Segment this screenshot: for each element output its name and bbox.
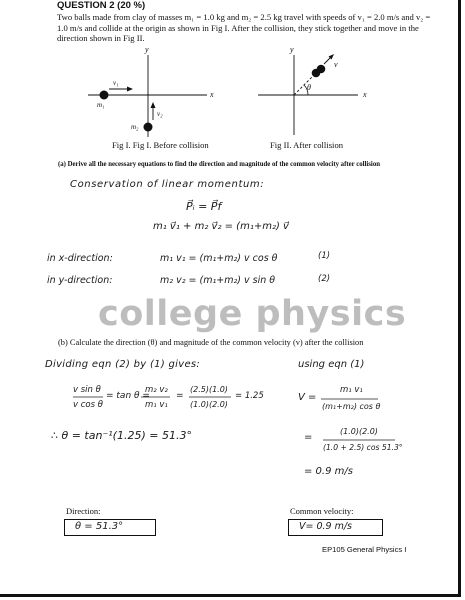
fig2-caption: Fig II. After collision [270, 140, 344, 150]
direction-answer-box [64, 519, 156, 536]
part-a-question: (a) Derive all the necessary equations to find the direction and magnitude of the common velocity after collision [58, 161, 381, 168]
frac1-den: v cos θ [73, 400, 103, 410]
fig1-caption: Fig I. Fig I. Before collision [112, 140, 209, 150]
tan-mid: = tan θ = [106, 391, 150, 401]
frac2-num: m₂ v₂ [145, 385, 168, 395]
watermark: college physics [98, 294, 407, 334]
fig2-arrow-v [324, 57, 331, 64]
part-a-heading: Conservation of linear momentum: [70, 179, 265, 190]
fig1-label-v1: v₁ [113, 79, 119, 87]
fig1-arrowhead-v1 [127, 87, 133, 92]
vfrac2-num: (1.0)(2.0) [340, 427, 378, 436]
fig1-arrowhead-v2 [151, 102, 156, 108]
fig1-label-m2: m₂ [131, 123, 139, 131]
vfrac1-den: (m₁+m₂) cos θ [322, 402, 381, 411]
fig2-label-theta: θ [307, 83, 311, 92]
v-result: = 0.9 m/s [304, 466, 353, 477]
fig1-ball-m1 [100, 91, 109, 100]
frac3-den: (1.0)(2.0) [190, 400, 228, 409]
part-a-ydir-eq: m₂ v₂ = (m₁+m₂) v sin θ [160, 275, 276, 286]
fig1-label-x: x [210, 90, 214, 99]
part-a-xdir-label: in x-direction: [47, 253, 113, 264]
fig1-ball-m2 [144, 123, 153, 132]
vfrac1-num: m₁ v₁ [340, 385, 363, 395]
question-text: Two balls made from clay of masses m₁ = 1.0 kg and m₂ = 2.5 kg travel with speeds of v₁ = 2.0 m/s and v₂ = 1.0 m/s and collide at the origin as shown in Fig I. After the collision, they stick together and move in the direction shown in Fig II. [57, 12, 431, 44]
v-eq-sign: = [304, 432, 313, 443]
part-a-ydir-label: in y-direction: [47, 275, 113, 286]
fig1-label-m1: m₁ [97, 101, 105, 109]
theta-line: ∴ θ = tan⁻¹(1.25) = 51.3° [51, 429, 192, 442]
part-a-eq2: m₁ v⃗₁ + m₂ v⃗₂ = (m₁+m₂) v⃗ [153, 221, 289, 232]
fig2-ball-b [317, 65, 326, 74]
v-eq: V = [298, 392, 317, 403]
vfrac2-den: (1.0 + 2.5) cos 51.3° [323, 443, 403, 452]
direction-answer: θ = 51.3° [75, 521, 124, 532]
frac2-den: m₁ v₁ [145, 400, 168, 410]
part-a-eq1: P⃗ᵢ = P⃗f [186, 200, 222, 213]
velocity-answer-box [288, 519, 383, 536]
part-a-ydir-num: (2) [318, 274, 331, 284]
frac3-num: (2.5)(1.0) [190, 385, 228, 394]
part-a-xdir-eq: m₁ v₁ = (m₁+m₂) v cos θ [160, 253, 278, 264]
tan-result: = 1.25 [235, 391, 264, 401]
footer: EP105 General Physics I [322, 545, 407, 554]
direction-label: Direction: [66, 506, 101, 516]
velocity-label: Common velocity: [290, 506, 354, 516]
question-title: QUESTION 2 (20 %) [57, 0, 146, 11]
fig2-label-x: x [363, 90, 367, 99]
velocity-answer: V= 0.9 m/s [299, 521, 353, 532]
fig1-label-v2: v₂ [157, 110, 163, 118]
frac3-eq-sign: = [176, 391, 184, 401]
fig1-label-y: y [145, 45, 149, 54]
part-a-xdir-num: (1) [318, 251, 331, 261]
frac1-num: v sin θ [73, 385, 101, 395]
part-b-left-heading: Dividing eqn (2) by (1) gives: [45, 359, 201, 370]
part-b-right-heading: using eqn (1) [298, 359, 365, 370]
fig2-label-v: v [334, 60, 338, 69]
fig2-label-y: y [290, 45, 294, 54]
part-b-question: (b) Calculate the direction (θ) and magnitude of the common velocity (v) after the collision [58, 338, 364, 347]
fig2-path-dashed [294, 73, 316, 95]
